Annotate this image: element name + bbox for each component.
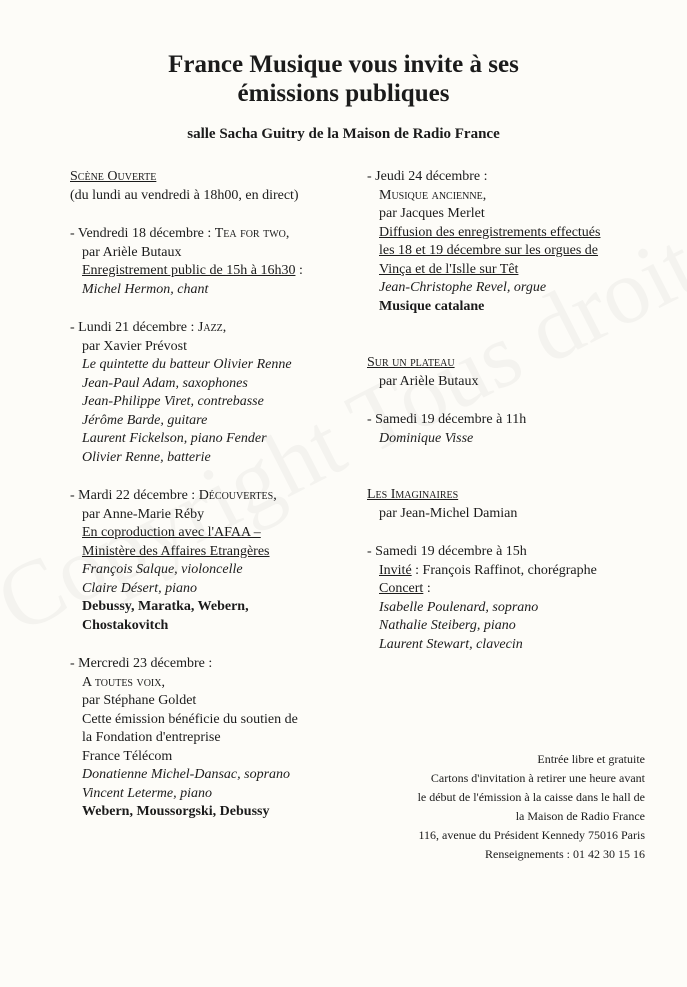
invitation-note: le début de l'émission à la caisse dans le hall de: [417, 790, 645, 804]
broadcast-note: Vinça et de l'Islle sur Têt: [379, 261, 519, 277]
broadcast-note: Diffusion des enregistrements effectués: [379, 224, 601, 240]
recording-note: Enregistrement public de 15h à 16h30: [82, 263, 296, 278]
performer: Isabelle Poulenard, soprano: [379, 599, 539, 615]
composers: Webern, Moussorgski, Debussy: [82, 804, 270, 819]
title-line-2: émissions publiques: [237, 80, 450, 107]
section-heading-scene-ouverte: Scène Ouverte: [70, 169, 157, 184]
event-mercredi: [70, 655, 355, 822]
info-phone: Renseignements : 01 42 30 15 16: [485, 847, 645, 861]
broadcast-note: les 18 et 19 décembre sur les orgues de: [379, 243, 599, 258]
event-date: - Samedi 19 décembre à 15h: [367, 544, 527, 559]
event-jeudi: [367, 168, 657, 316]
performer: Olivier Renne, batterie: [82, 449, 211, 465]
host: par Jean-Michel Damian: [379, 505, 518, 521]
music-label: Musique catalane: [379, 298, 485, 314]
sponsor-note: la Fondation d'entreprise: [82, 730, 221, 745]
event-date: - Vendredi 18 décembre :: [70, 226, 215, 241]
section-les-imaginaires: Les Imaginaires par Jean-Michel Damian - Samedi 19 décembre à 15h Invité : François Raffinot, chorégraphe Concert : Isabelle Poulenard, soprano Nathalie Steiberg, piano Laurent Stewart, clavecin: [367, 486, 657, 654]
show-name: Jazz: [197, 320, 223, 335]
practical-info: [325, 750, 645, 864]
venue-address: 116, avenue du Président Kennedy 75016 Paris: [418, 828, 645, 842]
title-line-1: France Musique vous invite à ses: [168, 51, 519, 78]
guest-label: Invité: [379, 562, 412, 578]
section-sur-un-plateau: [367, 354, 657, 448]
show-name: Découvertes: [198, 488, 274, 503]
performer: Jérôme Barde, guitare: [82, 412, 208, 428]
host: par Arièle Butaux: [379, 373, 479, 389]
performer: Donatienne Michel-Dansac, soprano: [82, 767, 291, 782]
sponsor-note: France Télécom: [82, 748, 173, 764]
invitation-note: Cartons d'invitation à retirer une heure avant: [430, 771, 645, 785]
event-mardi: - Mardi 22 décembre : Découvertes, par Anne-Marie Réby En coproduction avec l'AFAA – Ministère des Affaires Etrangères François Salque, violoncelle Claire Désert, piano Debussy, Maratka, Webern, Chostakovitch: [70, 487, 355, 635]
performer: Laurent Fickelson, piano Fender: [82, 431, 267, 446]
performer: Le quintette du batteur Olivier Renne: [82, 357, 292, 372]
venue-name: la Maison de Radio France: [515, 809, 645, 823]
coproduction-note: Ministère des Affaires Etrangères: [82, 543, 270, 559]
composers: Debussy, Maratka, Webern,: [82, 599, 249, 614]
performer: Laurent Stewart, clavecin: [379, 636, 523, 652]
performer: Vincent Leterme, piano: [82, 785, 212, 801]
concert-label: Concert: [379, 581, 424, 596]
event-date: - Samedi 19 décembre à 11h: [367, 412, 527, 427]
host: par Jacques Merlet: [379, 206, 485, 221]
show-name: Tea for two: [214, 226, 286, 241]
host: par Arièle Butaux: [82, 244, 182, 260]
performer: Nathalie Steiberg, piano: [379, 618, 516, 633]
event-date: - Lundi 21 décembre :: [70, 320, 198, 335]
right-column: [367, 168, 657, 654]
performer: Michel Hermon, chant: [82, 281, 209, 297]
event-date: - Mardi 22 décembre :: [70, 488, 199, 503]
performer: François Salque, violoncelle: [82, 562, 243, 577]
show-name: A toutes voix,: [82, 674, 165, 690]
performer: Jean-Christophe Revel, orgue: [379, 280, 547, 295]
host: par Anne-Marie Réby: [82, 506, 205, 522]
performer: Jean-Philippe Viret, contrebasse: [82, 394, 264, 409]
performer: Claire Désert, piano: [82, 580, 197, 596]
event-lundi: - Lundi 21 décembre : Jazz, par Xavier Prévost Le quintette du batteur Olivier Renne Jean-Paul Adam, saxophones Jean-Philippe Viret, contrebasse Jérôme Barde, guitare Laurent Fickelson, piano Fender Olivier Renne, batterie: [70, 319, 355, 467]
section-heading-les-imaginaires: Les Imaginaires: [367, 487, 459, 502]
event-date: - Mercredi 23 décembre :: [70, 656, 213, 671]
scene-ouverte-note: (du lundi au vendredi à 18h00, en direct): [70, 187, 299, 203]
left-column: [70, 168, 355, 822]
section-heading-sur-un-plateau: Sur un plateau: [367, 355, 455, 370]
coproduction-note: En coproduction avec l'AFAA –: [82, 525, 261, 540]
show-name: Musique ancienne,: [379, 187, 487, 203]
host: par Xavier Prévost: [82, 338, 187, 354]
page-title: [0, 50, 687, 108]
event-vendredi: - Vendredi 18 décembre : Tea for two, par Arièle Butaux Enregistrement public de 15h à 16h30 : Michel Hermon, chant: [70, 225, 355, 299]
admission-note: Entrée libre et gratuite: [537, 752, 645, 766]
host: par Stéphane Goldet: [82, 693, 197, 708]
performer: Jean-Paul Adam, saxophones: [82, 375, 248, 391]
event-date: - Jeudi 24 décembre :: [367, 169, 488, 184]
page-subtitle: salle Sacha Guitry de la Maison de Radio France: [187, 126, 500, 142]
performer: Dominique Visse: [379, 430, 474, 446]
guest: : François Raffinot, chorégraphe: [411, 562, 597, 578]
sponsor-note: Cette émission bénéficie du soutien de: [82, 711, 298, 727]
composers: Chostakovitch: [82, 617, 169, 633]
